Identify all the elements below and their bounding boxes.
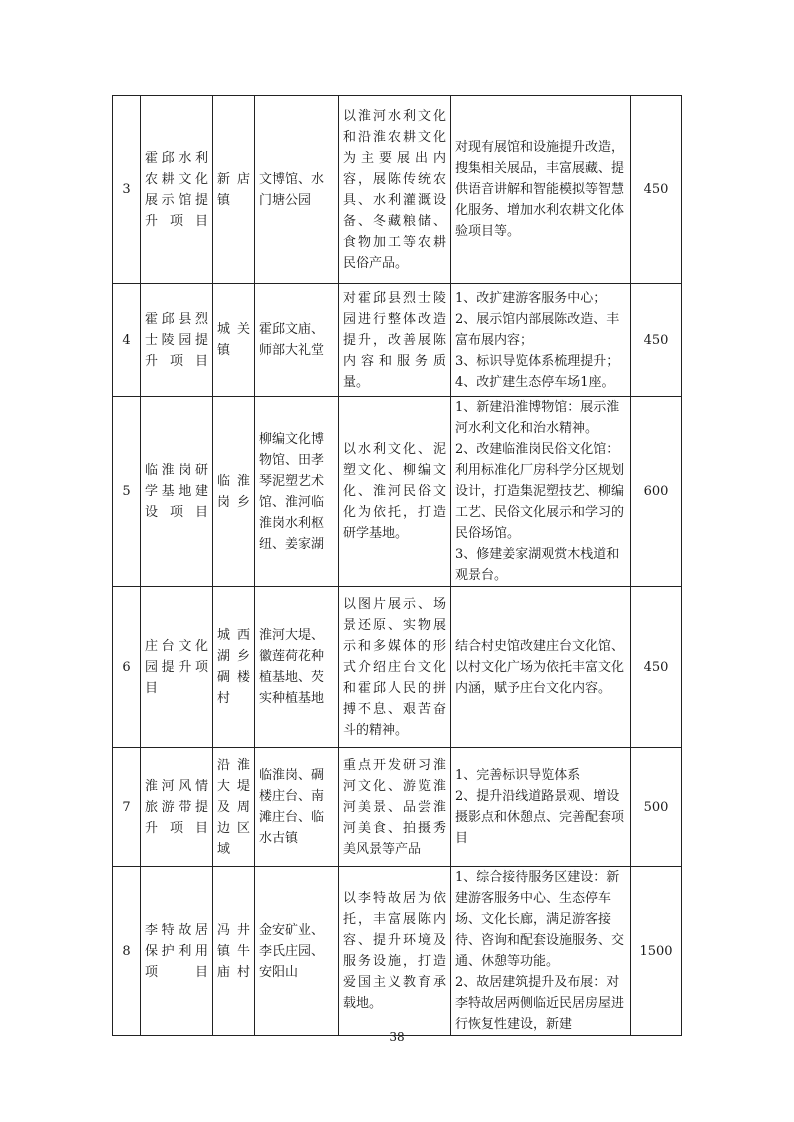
project-resources: 霍邱文庙、师部大礼堂 <box>255 284 339 397</box>
row-number: 3 <box>113 96 141 284</box>
project-content: 以淮河水利文化和沿淮农耕文化为主要展出内容，展陈传统农具、水利灌溉设备、冬藏粮储、食物加工等农耕民俗产品。 <box>339 96 451 284</box>
project-resources: 金安矿业、李氏庄园、安阳山 <box>255 867 339 1036</box>
project-name: 庄台文化园提升项目 <box>141 587 213 748</box>
project-location: 城西湖乡碉楼村 <box>213 587 255 748</box>
project-investment: 450 <box>631 284 682 397</box>
project-investment: 600 <box>631 397 682 587</box>
measure-item: 对现有展馆和设施提升改造，搜集相关展品，丰富展藏、提供语音讲解和智能模拟等智慧化服务、增加水利农耕文化体验项目等。 <box>455 140 625 239</box>
measure-item: 1、改扩建游客服务中心； <box>455 290 607 306</box>
project-measures <box>451 587 631 748</box>
project-name: 临淮岗研学基地建设项目 <box>141 397 213 587</box>
project-measures <box>451 397 631 587</box>
project-location: 沿淮大堤及周边区域 <box>213 748 255 867</box>
project-table <box>112 95 682 1036</box>
table-row <box>113 748 682 867</box>
project-resources: 柳编文化博物馆、田孝琴泥塑艺术馆、淮河临淮岗水利枢纽、姜家湖 <box>255 397 339 587</box>
project-investment: 450 <box>631 96 682 284</box>
project-content: 以图片展示、场景还原、实物展示和多媒体的形式介绍庄台文化和霍邱人民的拼搏不息、艰苦奋斗的精神。 <box>339 587 451 748</box>
project-location: 冯井镇牛庙村 <box>213 867 255 1036</box>
project-name: 霍邱县烈士陵园提升项目 <box>141 284 213 397</box>
row-number: 4 <box>113 284 141 397</box>
table-row <box>113 284 682 397</box>
measure-item: 2、展示馆内部展陈改造、丰富布展内容； <box>455 311 620 348</box>
measure-item: 2、故居建筑提升及布展：对李特故居两侧临近民居房屋进行恢复性建设，新建 <box>455 975 625 1032</box>
table-row <box>113 96 682 284</box>
row-number: 7 <box>113 748 141 867</box>
project-content: 以李特故居为依托，丰富展陈内容、提升环境及服务设施，打造爱国主义教育承载地。 <box>339 867 451 1036</box>
measure-item: 4、改扩建生态停车场1座。 <box>455 374 615 390</box>
measure-item: 2、提升沿线道路景观、增设摄影点和休憩点、完善配套项目 <box>455 789 625 846</box>
project-resources: 淮河大堤、徽莲荷花种植基地、芡实种植基地 <box>255 587 339 748</box>
project-name: 李特故居保护利用项目 <box>141 867 213 1036</box>
project-name: 淮河风情旅游带提升项目 <box>141 748 213 867</box>
project-measures <box>451 867 631 1036</box>
table-row <box>113 587 682 748</box>
table-row <box>113 867 682 1036</box>
project-investment: 1500 <box>631 867 682 1036</box>
measure-item: 1、完善标识导览体系 <box>455 768 581 783</box>
project-resources: 文博馆、水门塘公园 <box>255 96 339 284</box>
project-content: 对霍邱县烈士陵园进行整体改造提升，改善展陈内容和服务质量。 <box>339 284 451 397</box>
table-row <box>113 397 682 587</box>
row-number: 6 <box>113 587 141 748</box>
project-location: 城关镇 <box>213 284 255 397</box>
measure-item: 结合村史馆改建庄台文化馆、以村文化广场为依托丰富文化内涵，赋予庄台文化内容。 <box>455 638 625 696</box>
project-investment: 500 <box>631 748 682 867</box>
project-measures <box>451 748 631 867</box>
project-measures <box>451 284 631 397</box>
measure-item: 1、新建沿淮博物馆：展示淮河水利文化和治水精神。 <box>455 400 620 436</box>
project-investment: 450 <box>631 587 682 748</box>
row-number: 8 <box>113 867 141 1036</box>
measure-item: 1、综合接待服务区建设：新建游客服务中心、生态停车场、文化长廊，满足游客接待、咨询和配套设施服务、交通、休憩等功能。 <box>455 870 625 969</box>
project-measures <box>451 96 631 284</box>
project-location: 新店镇 <box>213 96 255 284</box>
project-location: 临淮岗乡 <box>213 397 255 587</box>
measure-item: 3、标识导览体系梳理提升； <box>455 353 620 369</box>
project-content: 以水利文化、泥塑文化、柳编文化、淮河民俗文化为依托，打造研学基地。 <box>339 397 451 587</box>
measure-item: 3、修建姜家湖观赏木栈道和观景台。 <box>455 547 620 583</box>
project-name: 霍邱水利农耕文化展示馆提升项目 <box>141 96 213 284</box>
measure-item: 2、改建临淮岗民俗文化馆：利用标准化厂房科学分区规划设计，打造集泥塑技艺、柳编工艺、民俗文化展示和学习的民俗场馆。 <box>455 442 625 541</box>
project-resources: 临淮岗、碉楼庄台、南滩庄台、临水古镇 <box>255 748 339 867</box>
row-number: 5 <box>113 397 141 587</box>
page-number: 38 <box>389 1030 405 1044</box>
project-content: 重点开发研习淮河文化、游览淮河美景、品尝淮河美食、拍摄秀美风景等产品 <box>339 748 451 867</box>
